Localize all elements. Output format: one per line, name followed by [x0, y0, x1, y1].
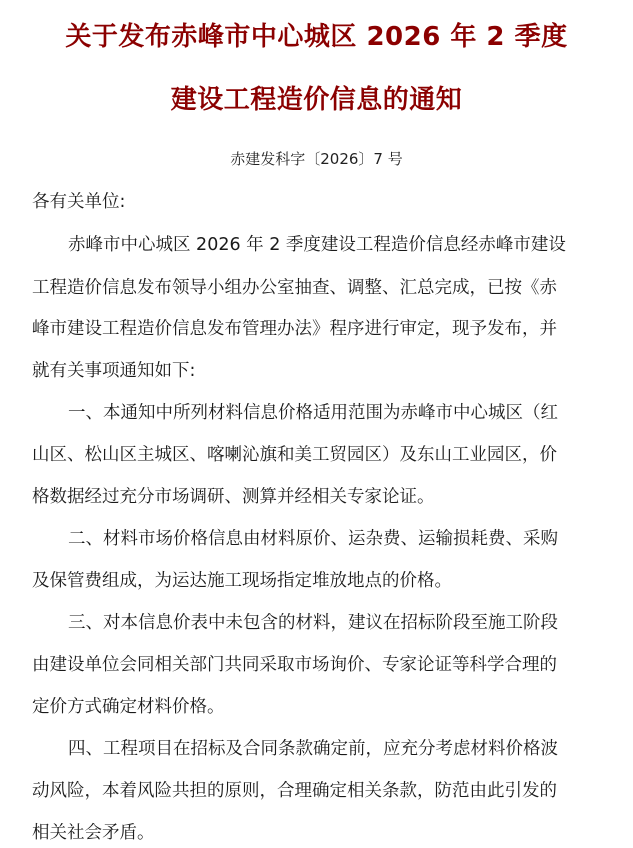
salutation: 各有关单位: [32, 192, 126, 212]
paragraph-1-line-3: 峰市建设工程造价信息发布管理办法》程序进行审定，现予发布，并 [32, 319, 557, 339]
paragraph-1-line-4: 就有关事项通知如下: [32, 361, 196, 381]
paragraph-4-line-3: 定价方式确定材料价格。 [32, 697, 225, 717]
paragraph-4-line-1: 三、对本信息价表中未包含的材料，建议在招标阶段至施工阶段 [68, 613, 558, 633]
paragraph-3-line-2: 及保管费组成，为运达施工现场指定堆放地点的价格。 [32, 571, 452, 591]
paragraph-2-line-2: 山区、松山区主城区、喀喇沁旗和美工贸园区）及东山工业园区，价 [32, 445, 557, 465]
paragraph-5-line-1: 四、工程项目在招标及合同条款确定前，应充分考虑材料价格波 [68, 739, 558, 759]
paragraph-2-line-3: 格数据经过充分市场调研、测算并经相关专家论证。 [32, 487, 435, 507]
document-number: 赤建发科字〔2026〕7 号 [230, 150, 403, 168]
paragraph-2-line-1: 一、本通知中所列材料信息价格适用范围为赤峰市中心城区（红 [68, 403, 558, 423]
paragraph-1-line-2: 工程造价信息发布领导小组办公室抽查、调整、汇总完成，已按《赤 [32, 278, 557, 298]
paragraph-4-line-2: 由建设单位会同相关部门共同采取市场询价、专家论证等科学合理的 [32, 655, 557, 675]
notice-title-line-1: 关于发布赤峰市中心城区 2026 年 2 季度 [65, 22, 568, 52]
notice-title-line-2: 建设工程造价信息的通知 [170, 85, 463, 115]
paragraph-5-line-3: 相关社会矛盾。 [32, 823, 155, 843]
paragraph-3-line-1: 二、材料市场价格信息由材料原价、运杂费、运输损耗费、采购 [68, 529, 558, 549]
paragraph-1-line-1: 赤峰市中心城区 2026 年 2 季度建设工程造价信息经赤峰市建设 [68, 235, 566, 255]
paragraph-5-line-2: 动风险，本着风险共担的原则，合理确定相关条款，防范由此引发的 [32, 781, 557, 801]
